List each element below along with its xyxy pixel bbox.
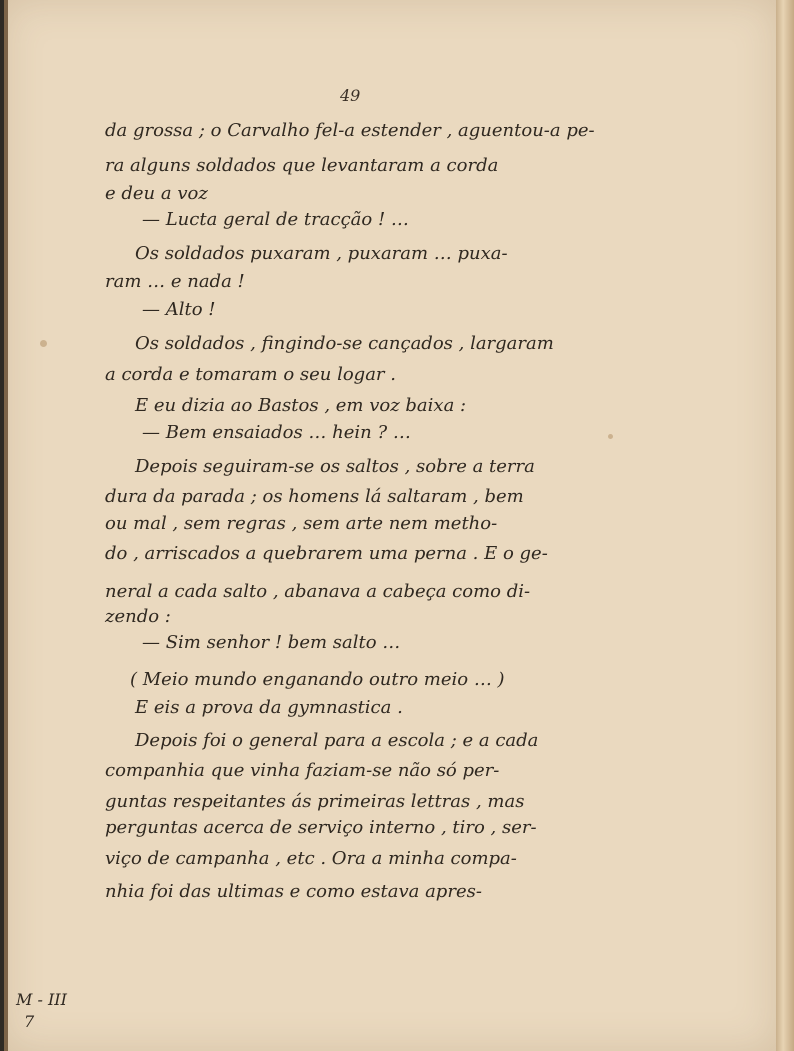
text-line: zendo :: [105, 606, 171, 627]
text-line: Os soldados puxaram , puxaram … puxa-: [135, 243, 508, 264]
text-line: — Alto !: [142, 299, 216, 320]
text-line: Depois foi o general para a escola ; e a cada: [135, 730, 539, 751]
text-line: perguntas acerca de serviço interno , tiro , ser-: [105, 817, 537, 838]
text-line: viço de campanha , etc . Ora a minha compa-: [105, 848, 517, 869]
text-line: nhia foi das ultimas e como estava apres-: [105, 881, 482, 902]
binding-edge: [4, 0, 8, 1051]
text-line: ram … e nada !: [105, 271, 245, 292]
text-line: ( Meio mundo enganando outro meio … ): [130, 669, 505, 690]
text-line: ra alguns soldados que levantaram a corda: [105, 155, 499, 176]
text-line: guntas respeitantes ás primeiras lettras , mas: [105, 791, 525, 812]
text-line: Depois seguiram-se os saltos , sobre a terra: [135, 456, 535, 477]
text-line: E eis a prova da gymnastica .: [135, 697, 403, 718]
text-line: ou mal , sem regras , sem arte nem metho-: [105, 513, 498, 534]
manuscript-page: [4, 0, 776, 1051]
text-line: da grossa ; o Carvalho fel-a estender , aguentou-a pe-: [105, 120, 595, 141]
text-line: a corda e tomaram o seu logar .: [105, 364, 396, 385]
text-line: e deu a voz: [105, 183, 208, 204]
page-stack-edge: [776, 0, 794, 1051]
text-line: companhia que vinha faziam-se não só per-: [105, 760, 500, 781]
text-line: Os soldados , fingindo-se cançados , largaram: [135, 333, 554, 354]
text-line: dura da parada ; os homens lá saltaram , bem: [105, 486, 524, 507]
margin-note-reference: M - III: [16, 990, 67, 1009]
text-line: — Sim senhor ! bem salto …: [142, 632, 401, 653]
text-line: do , arriscados a quebrarem uma perna . E o ge-: [105, 543, 548, 564]
text-line: neral a cada salto , abanava a cabeça como di-: [105, 581, 531, 602]
margin-note-number: 7: [24, 1012, 35, 1031]
paper-stain: [40, 340, 47, 347]
paper-stain: [608, 434, 613, 439]
text-line: — Bem ensaiados … hein ? …: [142, 422, 411, 443]
text-line: E eu dizia ao Bastos , em voz baixa :: [135, 395, 467, 416]
page-number: 49: [340, 86, 361, 105]
text-line: — Lucta geral de tracção ! …: [142, 209, 409, 230]
